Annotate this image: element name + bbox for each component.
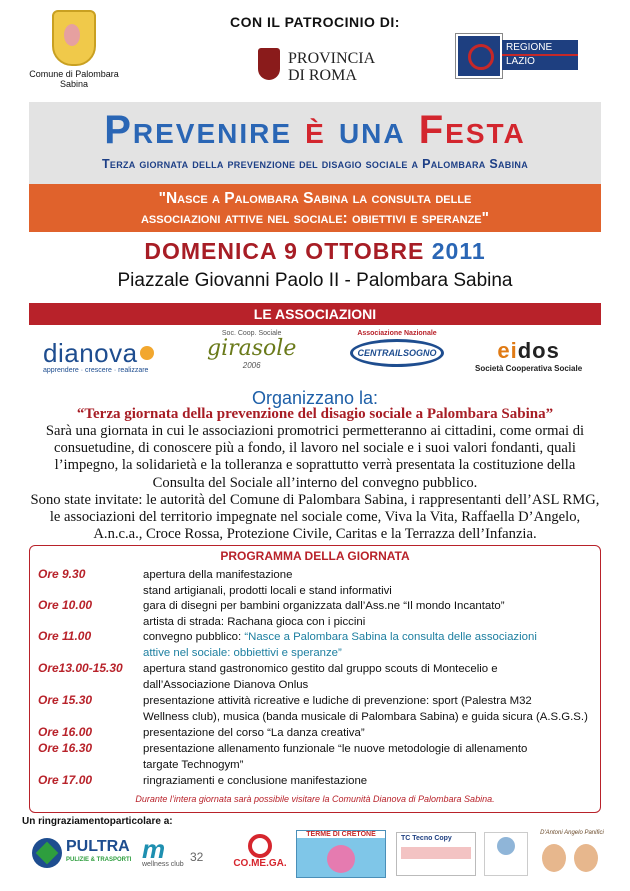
- comega-logo: CO.ME.GA.: [230, 834, 290, 869]
- event-subtitle: Terza giornata della prevenzione del disagio sociale a Palombara Sabina: [101, 157, 529, 171]
- quote-line1: "Nasce a Palombara Sabina la consulta delle: [158, 190, 472, 207]
- dantoni-panifici-logo: D'Antoni Angelo Panifici: [534, 830, 610, 880]
- regione-lazio-logo: [456, 34, 580, 74]
- programme-box: PROGRAMMA DELLA GIORNATA Ore 9.30 apertura della manifestazione stand artigianali, prodotti locali e stand informativi Ore 10.00 gara di disegni per bambini organizzata dall’Ass.ne “Il mondo Incantato” artista di strada: Rachana gioca con i piccini Ore 11.00 convegno pubblico: “Nasce a Palombara Sabina la consulta delle associazioni attive nel sociale: obbiettivi e speranze” Ore13.00-15.30 apertura stand gastronomico gestito dal gruppo scouts di Montecelio e dall’Associazione Dianova Onlus Ore 15.30 presentazione attività ricreative e ludiche di prevenzione: sport (Palestra M32 Wellness club), musica (banda musicale di Palombara Sabina) e guida sicura (A.S.G.S.) Ore 16.00 presentazione del corso “La danza creativa” Ore 16.30 presentazione allenamento funzionale “le nuove metodologie di allenamento targate Technogym” Ore 17.00 ringraziamenti e conclusione manifestazione Durante l’intera giornata sarà possibile visitare la Comunità Dianova di Palombara Sabina.: [29, 545, 601, 813]
- quote-line2: associazioni attive nel sociale: obiettivi e speranze": [140, 210, 489, 227]
- angel-icon: [542, 844, 566, 872]
- tecno-copy-band-icon: [401, 847, 471, 859]
- provincia-line2: DI ROMA: [288, 67, 357, 84]
- thanks-label: Un ringraziamentoparticolare a:: [22, 816, 173, 827]
- provincia-line1: PROVINCIA: [288, 50, 376, 67]
- comega-ring-icon: [248, 834, 272, 858]
- organizzano-title: Organizzano la:: [251, 388, 379, 408]
- sponsor-card-emblem-icon: [497, 837, 515, 855]
- description-para1: Sarà una giornata in cui le associazioni promotrici permetteranno ai cittadini, come ormai di consuetudine, di conoscere più a fondo, il lavoro nel sociale e i suoi valori fondanti, quali l’impegno, la solidarietà e la tolleranza e soprattutto verrà presentata la costituzione della Consulta del Sociale all’interno del convegno pubblico.: [45, 423, 585, 491]
- event-place: Piazzale Giovanni Paolo II - Palombara Sabina: [117, 270, 513, 291]
- dianova-dot-icon: [140, 346, 154, 360]
- centrailsogno-logo: Associazione Nazionale CENTRAILSOGNO: [347, 330, 447, 380]
- m32-wellness-logo: m 32 wellness club: [142, 834, 204, 868]
- girasole-logo: Soc. Coop. Sociale girasole 2006: [207, 330, 297, 370]
- description-para2: Sono state invitate: le autorità del Comune di Palombara Sabina, i rappresentanti dell’ASL RMG, le associazioni del territorio impegnate nel sociale come, Viva la Vita, Raffaella D’Angelo, A.n.c.a., Croce Rossa, Protezione Civile, Caritas e la Terrazza dell’Infanzia.: [30, 491, 600, 543]
- tecno-copy-logo: TC Tecno Copy: [396, 832, 476, 876]
- dianova-logo: dianova apprendere · crescere · realizzare: [43, 338, 154, 374]
- lazio-emblem-icon: [456, 34, 502, 78]
- regione-line1: REGIONE: [506, 42, 553, 53]
- quote-banner: [29, 184, 601, 232]
- provincia-shield-icon: [258, 48, 280, 80]
- terme-photo-icon: [327, 845, 355, 873]
- programme-title: PROGRAMMA DELLA GIORNATA: [220, 549, 410, 563]
- title-block: [29, 102, 601, 184]
- description-text: [29, 423, 601, 543]
- comune-crest-icon: [52, 10, 96, 66]
- pultra-emblem-icon: [32, 838, 62, 868]
- association-logos: [29, 328, 601, 386]
- patrocinio-heading: CON IL PATROCINIO DI:: [230, 14, 400, 30]
- angel-icon: [574, 844, 598, 872]
- associations-heading: LE ASSOCIAZIONI: [29, 303, 601, 325]
- event-date: DOMENICA 9 OTTOBRE 2011: [144, 238, 486, 264]
- provincia-logo: [258, 48, 398, 88]
- terme-di-cretone-logo: TERME DI CRETONE: [296, 830, 386, 878]
- regione-line2: LAZIO: [506, 56, 535, 67]
- programme-note: Durante l’intera giornata sarà possibile visitare la Comunità Dianova di Palombara Sabina.: [135, 794, 495, 804]
- comune-label: Comune di Palombara Sabina: [29, 69, 119, 89]
- event-title: Prevenire è una Festa: [104, 108, 526, 152]
- sponsor-card-logo: [484, 832, 528, 876]
- organizzano-subtitle: “Terza giornata della prevenzione del disagio sociale a Palombara Sabina”: [76, 406, 554, 422]
- comune-logo: [28, 10, 120, 89]
- sponsor-logos: PULTRA PULIZIE & TRASPORTI m 32 wellness club CO.ME.GA. TERME DI CRETONE TC Tecno Copy D'Antoni Angelo Panifici: [22, 830, 612, 886]
- eidos-logo: eidos Società Cooperativa Sociale: [475, 338, 583, 373]
